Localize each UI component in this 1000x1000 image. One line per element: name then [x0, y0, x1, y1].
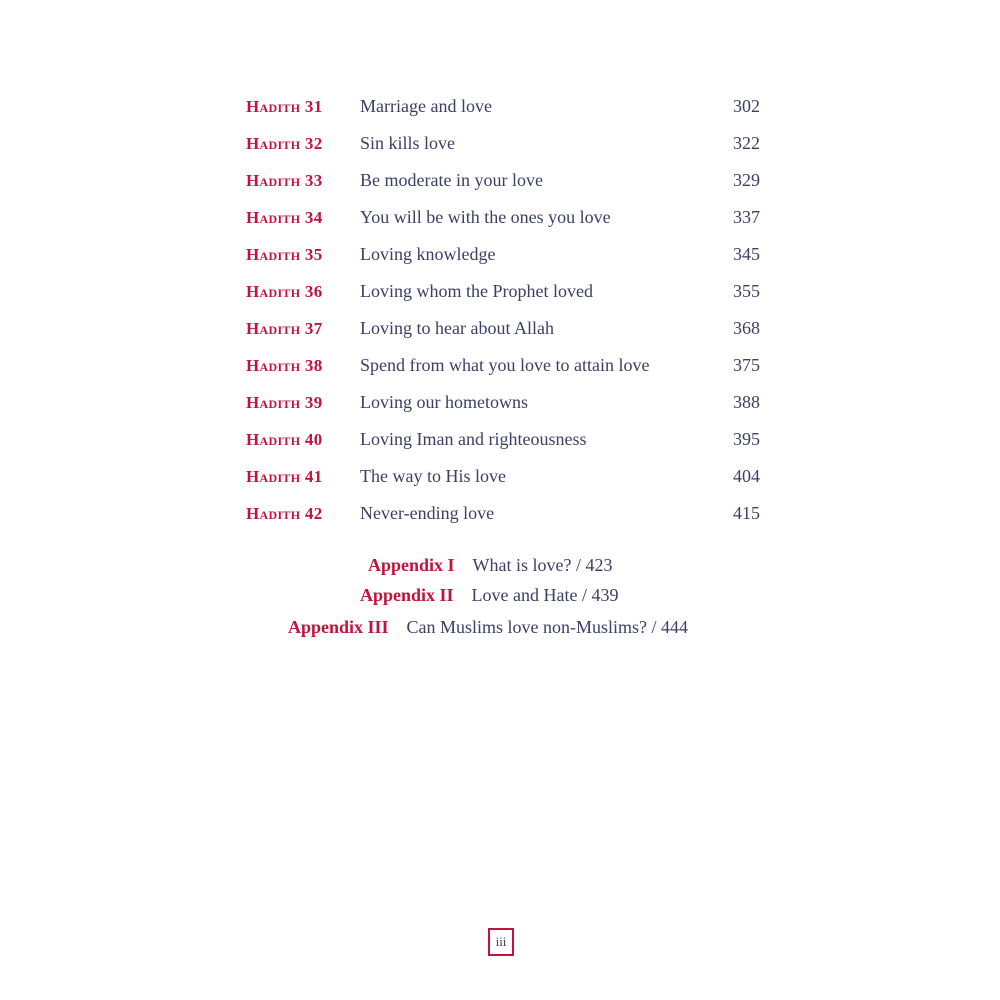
entry-title: The way to His love — [360, 466, 506, 486]
entry-page-number: 415 — [733, 503, 760, 523]
toc-entry[interactable] — [246, 310, 760, 347]
appendix-label: Appendix III — [288, 617, 389, 637]
hadith-label: Hadith 34 — [246, 208, 323, 227]
toc-entry[interactable] — [246, 125, 760, 162]
entry-page-number: 375 — [733, 355, 760, 375]
entry-page-number: 395 — [733, 429, 760, 449]
entry-page-number: 337 — [733, 207, 760, 227]
hadith-label: Hadith 38 — [246, 356, 323, 375]
appendix-entry[interactable] — [288, 612, 688, 642]
entry-title: Loving knowledge — [360, 244, 496, 264]
entry-title: Loving whom the Prophet loved — [360, 281, 593, 301]
hadith-label: Hadith 42 — [246, 504, 323, 523]
hadith-label: Hadith 36 — [246, 282, 323, 301]
entry-title: Loving to hear about Allah — [360, 318, 554, 338]
entry-title: Loving Iman and righteousness — [360, 429, 587, 449]
toc-entry[interactable] — [246, 273, 760, 310]
hadith-label: Hadith 33 — [246, 171, 323, 190]
appendix-title: What is love? / 423 — [472, 555, 613, 575]
page-number-box: iii — [488, 928, 514, 956]
toc-entry[interactable] — [246, 347, 760, 384]
entry-title: Spend from what you love to attain love — [360, 355, 650, 375]
toc-entry[interactable] — [246, 236, 760, 273]
entry-title: Loving our hometowns — [360, 392, 528, 412]
hadith-label: Hadith 40 — [246, 430, 323, 449]
entry-page-number: 302 — [733, 96, 760, 116]
toc-entry[interactable] — [246, 458, 760, 495]
hadith-label: Hadith 37 — [246, 319, 323, 338]
toc-entry[interactable] — [246, 421, 760, 458]
hadith-label: Hadith 32 — [246, 134, 323, 153]
entry-title: Marriage and love — [360, 96, 492, 116]
appendix-title: Love and Hate / 439 — [471, 585, 619, 605]
hadith-label: Hadith 31 — [246, 97, 323, 116]
table-of-contents — [246, 88, 760, 532]
hadith-label: Hadith 39 — [246, 393, 323, 412]
entry-title: Be moderate in your love — [360, 170, 543, 190]
entry-page-number: 388 — [733, 392, 760, 412]
hadith-label: Hadith 35 — [246, 245, 323, 264]
appendix-label: Appendix II — [360, 585, 454, 605]
toc-entry[interactable] — [246, 199, 760, 236]
entry-title: Never-ending love — [360, 503, 495, 523]
entry-title: Sin kills love — [360, 133, 456, 153]
appendix-title: Can Muslims love non-Muslims? / 444 — [406, 617, 689, 637]
entry-page-number: 404 — [733, 466, 760, 486]
toc-entry[interactable] — [246, 495, 760, 532]
toc-entry[interactable] — [246, 162, 760, 199]
appendix-entry[interactable] — [368, 550, 613, 580]
toc-entry[interactable] — [246, 88, 760, 125]
entry-title: You will be with the ones you love — [360, 207, 611, 227]
entry-page-number: 368 — [733, 318, 760, 338]
hadith-label: Hadith 41 — [246, 467, 323, 486]
entry-page-number: 322 — [733, 133, 760, 153]
entry-page-number: 345 — [733, 244, 760, 264]
toc-entry[interactable] — [246, 384, 760, 421]
appendix-label: Appendix I — [368, 555, 455, 575]
entry-page-number: 355 — [733, 281, 760, 301]
appendix-entry[interactable] — [360, 580, 619, 610]
entry-page-number: 329 — [733, 170, 760, 190]
